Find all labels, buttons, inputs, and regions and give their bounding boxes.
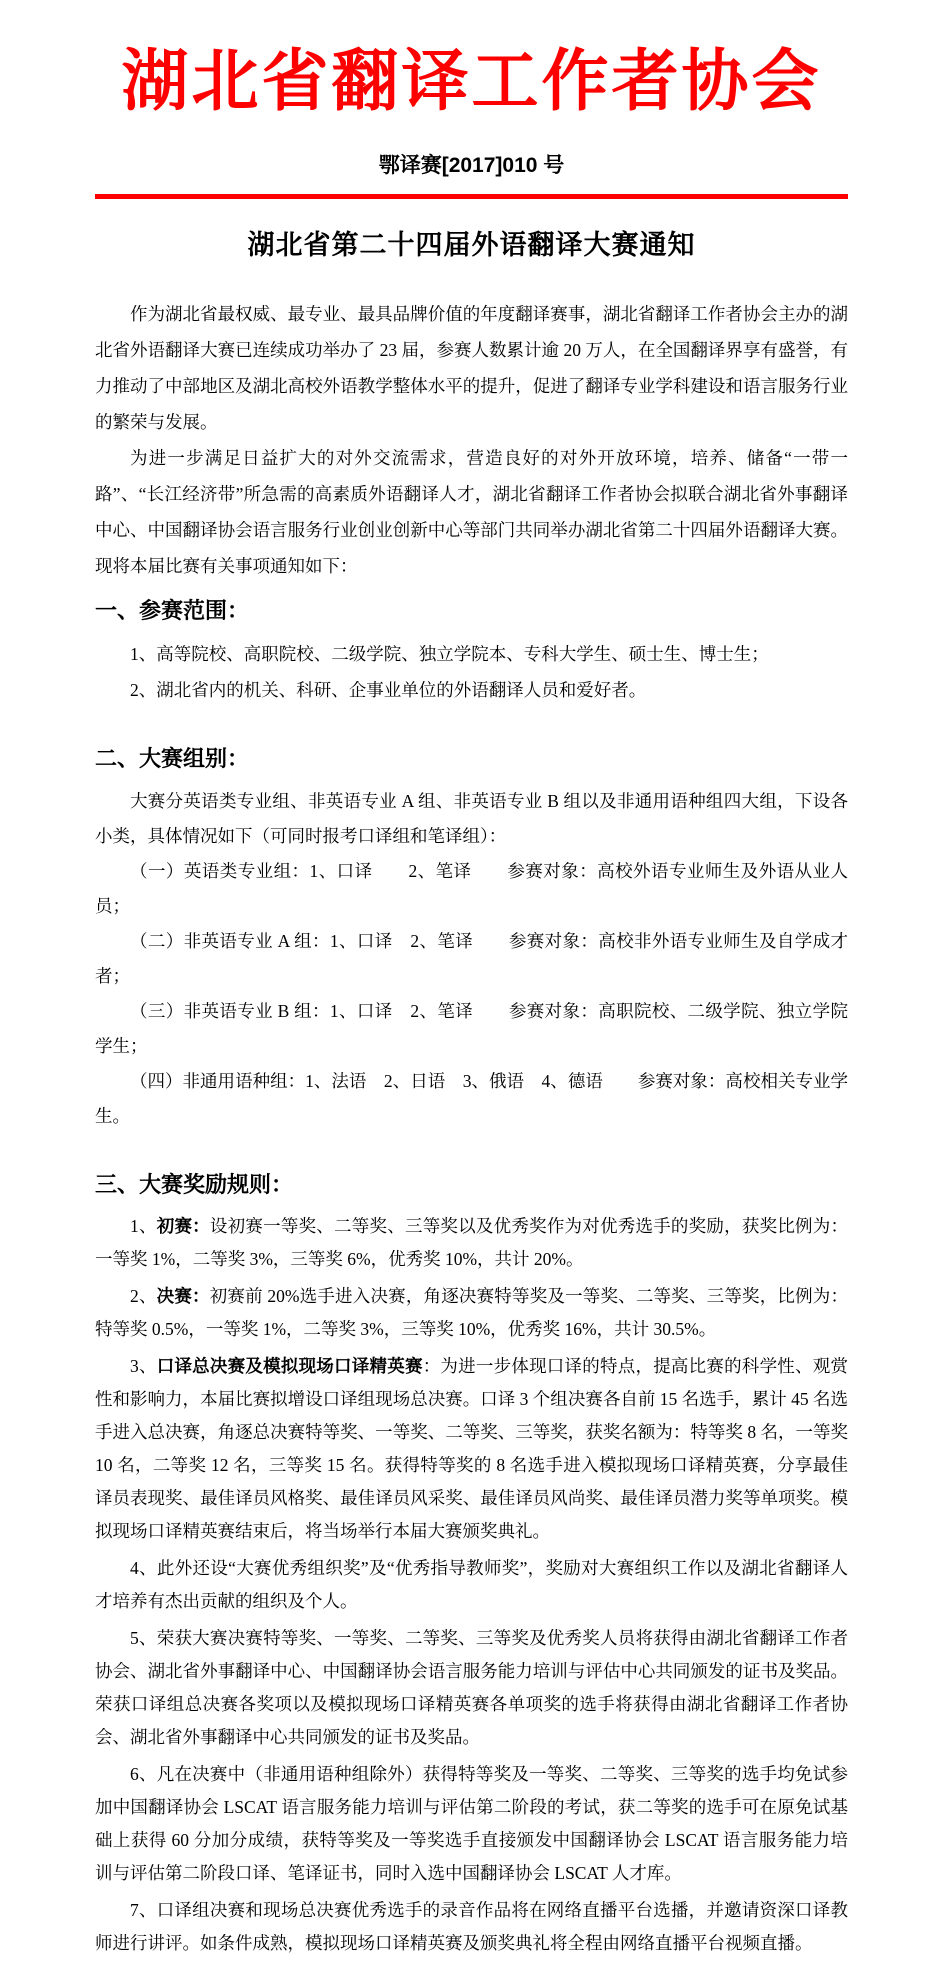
intro-paragraph-1: 作为湖北省最权威、最专业、最具品牌价值的年度翻译赛事，湖北省翻译工作者协会主办的湖北省外语翻译大赛已连续成功举办了 23 届，参赛人数累计逾 20 万人，在全国翻译界享有盛誉，有力推动了中部地区及湖北高校外语教学整体水平的提升，促进了翻译专业学科建设和语言服务行业的繁荣与发展。 (95, 304, 848, 433)
list-item (95, 1622, 848, 1754)
list-item: 1、高等院校、高职院校、二级学院、独立学院本、专科大学生、硕士生、博士生； (130, 644, 769, 665)
list-item (95, 1894, 848, 1960)
item-number: 5、 (130, 1628, 157, 1649)
list-item: （三）非英语专业 B 组：1、口译 2、笔译 参赛对象：高职院校、二级学院、独立学院学生； (95, 1001, 848, 1057)
section-groups (95, 744, 848, 1134)
section-heading-rewards: 三、大赛奖励规则： (95, 1172, 294, 1198)
list-item: （一）英语类专业组：1、口译 2、笔译 参赛对象：高校外语专业师生及外语从业人员； (95, 861, 848, 917)
item-label: 初赛： (156, 1216, 210, 1237)
item-text: 此外还设“大赛优秀组织奖”及“优秀指导教师奖”，奖励对大赛组织工作以及湖北省翻译人才培养有杰出贡献的组织及个人。 (95, 1558, 849, 1612)
red-divider-rule (95, 194, 848, 199)
notice-title: 湖北省第二十四届外语翻译大赛通知 (247, 230, 696, 261)
org-title: 湖北省翻译工作者协会 (121, 44, 822, 119)
list-item (95, 1210, 848, 1276)
item-number: 3、 (130, 1356, 157, 1377)
item-text: 口译组决赛和现场总决赛优秀选手的录音作品将在网络直播平台选播，并邀请资深口译教师进行讲评。如条件成熟，模拟现场口译精英赛及颁奖典礼将全程由网络直播平台视频直播。 (95, 1900, 849, 1954)
item-text: ：为进一步体现口译的特点，提高比赛的科学性、观赏性和影响力，本届比赛拟增设口译组现场总决赛。口译 3 个组决赛各自前 15 名选手，累计 45 名选手进入总决赛，角逐总决赛特等奖、一等奖、二等奖、三等奖，获奖名额为：特等奖 8 名，一等奖 10 名，二等奖 12 名，三等奖 15 名。获得特等奖的 8 名选手进入模拟现场口译精英赛，分享最佳译员表现奖、最佳译员风格奖、最佳译员风采奖、最佳译员风尚奖、最佳译员潜力奖等单项奖。模拟现场口译精英赛结束后，将当场举行本届大赛颁奖典礼。 (95, 1356, 849, 1542)
item-number: 4、 (130, 1558, 157, 1579)
intro-paragraphs (95, 296, 848, 584)
item-text: 凡在决赛中（非通用语种组除外）获得特等奖及一等奖、二等奖、三等奖的选手均免试参加中国翻译协会 LSCAT 语言服务能力培训与评估第二阶段的考试，获二等奖的选手可在原免试基础上获得 60 分加分成绩，获特等奖及一等奖选手直接颁发中国翻译协会 LSCAT 语言服务能力培训与评估第二阶段口译、笔译证书，同时入选中国翻译协会 LSCAT 人才库。 (95, 1764, 849, 1884)
item-text: 荣获大赛决赛特等奖、一等奖、二等奖、三等奖及优秀奖人员将获得由湖北省翻译工作者协会、湖北省外事翻译中心、中国翻译协会语言服务能力培训与评估中心共同颁发的证书及奖品。荣获口译组总决赛各奖项以及模拟现场口译精英赛各单项奖的选手将获得由湖北省翻译工作者协会、湖北省外事翻译中心共同颁发的证书及奖品。 (95, 1628, 849, 1748)
groups-intro-paragraph: 大赛分英语类专业组、非英语专业 A 组、非英语专业 B 组以及非通用语种组四大组，下设各小类，具体情况如下（可同时报考口译组和笔译组）： (95, 791, 848, 847)
scope-items (95, 636, 848, 708)
item-number: 2、 (130, 1286, 157, 1307)
section-rewards (95, 1170, 848, 1960)
section-scope (95, 596, 848, 708)
groups-intro (95, 784, 848, 854)
intro-paragraph-2: 为进一步满足日益扩大的对外交流需求，营造良好的对外开放环境，培养、储备“一带一路”、“长江经济带”所急需的高素质外语翻译人才，湖北省翻译工作者协会拟联合湖北省外事翻译中心、中国翻译协会语言服务行业创业创新中心等部门共同举办湖北省第二十四届外语翻译大赛。现将本届比赛有关事项通知如下： (95, 448, 848, 577)
item-label: 决赛： (156, 1286, 210, 1307)
list-item (95, 1552, 848, 1618)
item-label: 口译总决赛及模拟现场口译精英赛 (156, 1356, 423, 1377)
list-item: （二）非英语专业 A 组：1、口译 2、笔译 参赛对象：高校非外语专业师生及自学成才者； (95, 931, 848, 987)
list-item: （四）非通用语种组：1、法语 2、日语 3、俄语 4、德语 参赛对象：高校相关专业学生。 (95, 1071, 848, 1127)
list-item (95, 1758, 848, 1890)
list-item (95, 1280, 848, 1346)
list-item: 2、湖北省内的机关、科研、企事业单位的外语翻译人员和爱好者。 (130, 680, 647, 701)
item-number: 6、 (130, 1764, 157, 1785)
section-heading-scope: 一、参赛范围： (95, 598, 250, 624)
item-text: 设初赛一等奖、二等奖、三等奖以及优秀奖作为对优秀选手的奖励，获奖比例为：一等奖 1%，二等奖 3%，三等奖 6%，优秀奖 10%，共计 20%。 (95, 1216, 849, 1270)
doc-number: 鄂译赛[2017]010 号 (378, 154, 565, 178)
item-number: 1、 (130, 1216, 157, 1237)
item-number: 7、 (130, 1900, 157, 1921)
item-text: 初赛前 20%选手进入决赛，角逐决赛特等奖及一等奖、二等奖、三等奖，比例为：特等奖 0.5%，一等奖 1%，二等奖 3%，三等奖 10%，优秀奖 16%，共计 30.5%。 (95, 1286, 849, 1340)
list-item (95, 1350, 848, 1548)
group-lines (95, 854, 848, 1134)
section-heading-groups: 二、大赛组别： (95, 746, 250, 772)
